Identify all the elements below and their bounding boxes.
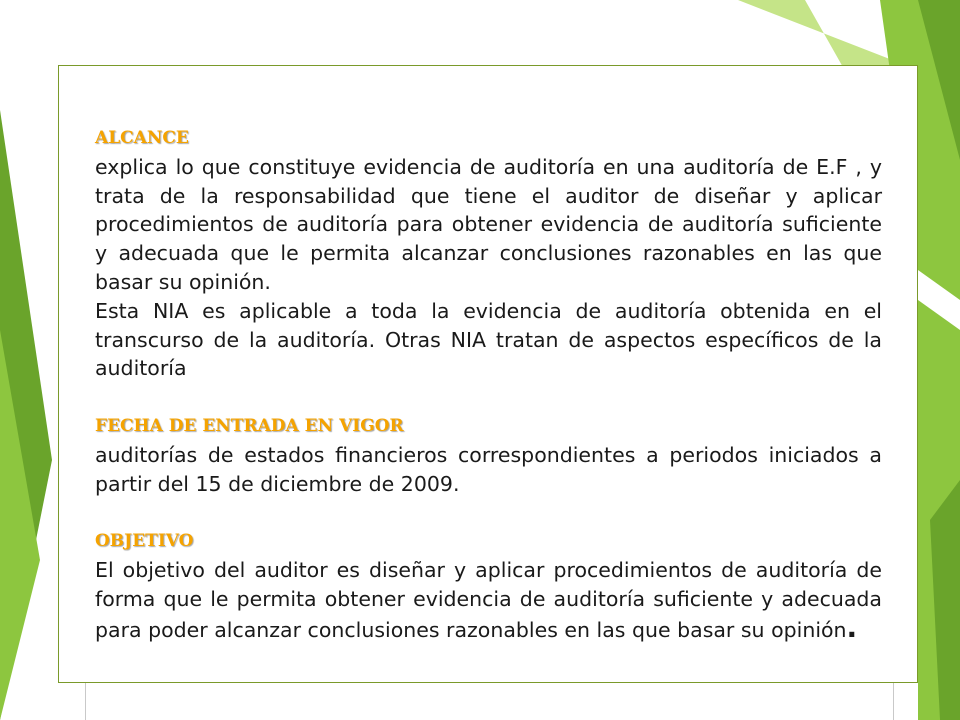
alcance-paragraph-1: explica lo que constituye evidencia de auditoría en una auditoría de E.F , y trata de la responsabilidad que tiene el auditor de diseñar y aplicar procedimientos de auditoría para obtener evidencia de auditoría suficiente y adecuada que le permita alcanzar conclusiones razonables en las que basar su opinión.	[95, 154, 882, 294]
objetivo-paragraph	[95, 556, 882, 644]
spacer	[95, 498, 882, 527]
divider-right	[893, 683, 894, 720]
alcance-paragraph-2: Esta NIA es aplicable a toda la evidencia de auditoría obtenida en el transcurso de la auditoría. Otras NIA tratan de aspectos específicos de la auditoría	[95, 298, 882, 381]
heading-fecha-vigor: FECHA DE ENTRADA EN VIGOR	[95, 415, 404, 436]
heading-alcance: ALCANCE	[95, 128, 189, 148]
spacer	[95, 383, 882, 412]
vigor-paragraph: auditorías de estados financieros correspondientes a periodos iniciados a partir del 15 de diciembre de 2009.	[95, 442, 882, 496]
objetivo-period: .	[846, 610, 858, 644]
objetivo-text: El objetivo del auditor es diseñar y aplicar procedimientos de auditoría de forma que le permita obtener evidencia de auditoría suficiente y adecuada para poder alcanzar conclusiones razonables en las que basar su opinión	[95, 557, 882, 642]
document-body	[95, 124, 882, 644]
divider-left	[85, 683, 86, 720]
heading-objetivo: OBJETIVO	[95, 531, 194, 552]
